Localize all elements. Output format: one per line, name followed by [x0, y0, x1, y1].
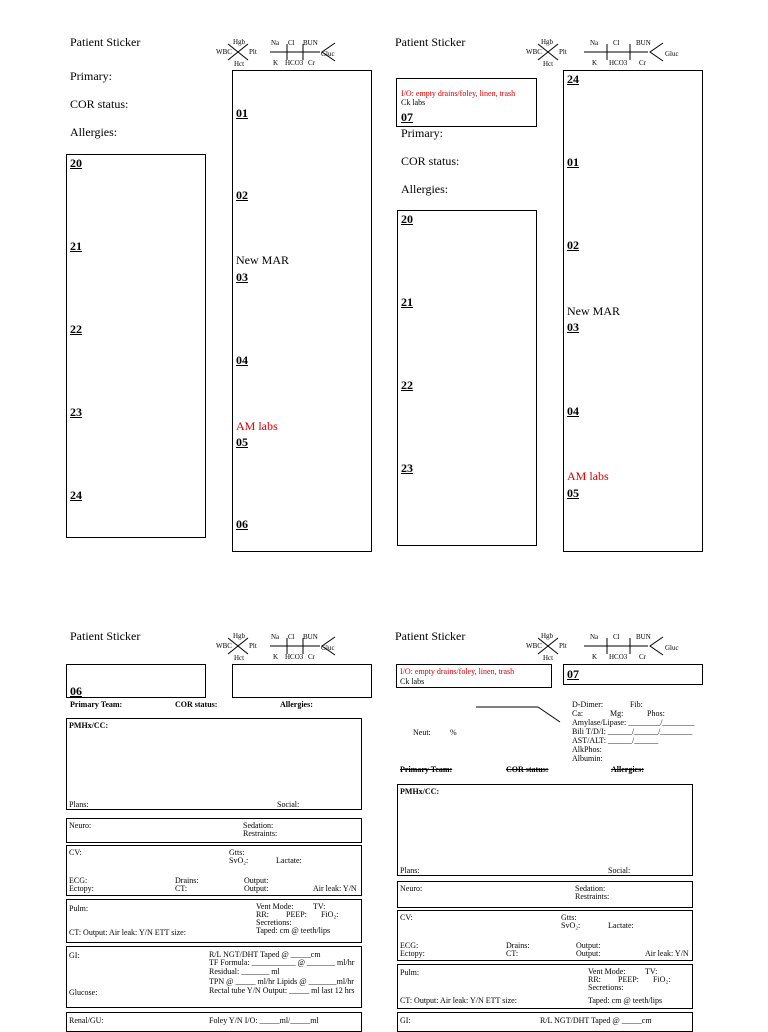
peep-label: PEEP:	[618, 975, 639, 984]
fio2-label: FiO₂:	[321, 910, 339, 919]
ectopy-label: Ectopy:	[69, 884, 94, 893]
lab-wbc: WBC	[526, 48, 542, 56]
lab-hct: Hct	[543, 654, 554, 662]
rr-label: RR:	[588, 975, 601, 984]
hour-24: 24	[70, 488, 82, 502]
restraints-label: Restraints:	[575, 892, 610, 901]
gtts-label: Gtts:	[561, 913, 577, 922]
new-mar-label: New MAR	[567, 304, 620, 318]
lab-k: K	[273, 59, 279, 67]
lab-hct: Hct	[234, 60, 245, 68]
lab-hct: Hct	[543, 60, 554, 68]
hour-06: 06	[236, 517, 248, 531]
hour-23: 23	[401, 461, 413, 475]
neut-label: Neut:	[413, 728, 431, 737]
am-labs-label: AM labs	[567, 469, 609, 483]
ast-label: AST/ALT: ______/______	[572, 736, 659, 745]
drains-label: Drains:	[506, 941, 530, 950]
ck-labs-text: Ck labs	[401, 98, 426, 107]
lab-cr: Cr	[639, 653, 646, 661]
hour-22: 22	[70, 322, 82, 336]
lab-gluc: Gluc	[665, 644, 679, 652]
ectopy-label: Ectopy:	[400, 949, 425, 958]
mg-label: Mg:	[610, 709, 624, 718]
vent-mode-label: Vent Mode:	[256, 902, 294, 911]
air-leak-label: Air leak: Y/N	[313, 884, 357, 893]
hour-box	[66, 664, 206, 698]
lab-hgb: Hgb	[233, 38, 246, 46]
hour-22: 22	[401, 378, 413, 392]
lab-gluc: Gluc	[665, 50, 679, 58]
tv-label: TV:	[313, 902, 326, 911]
hour-box	[563, 664, 703, 685]
secretions-label: Secretions:	[588, 983, 624, 992]
lab-na: Na	[271, 633, 280, 641]
allergies-label: Allergies:	[70, 125, 118, 139]
albumin-label: Albumin:	[572, 754, 603, 763]
bili-label: Bili T/D/I: ______/______/________	[572, 727, 693, 736]
allergies-label: Allergies:	[611, 765, 644, 774]
social-label: Social:	[608, 866, 631, 875]
gi-label: GI:	[69, 951, 80, 960]
lab-cl: Cl	[613, 633, 620, 641]
cor-status-label: COR status:	[506, 765, 549, 774]
lab-gluc: Gluc	[321, 50, 335, 58]
lab-plt: Plt	[249, 642, 257, 650]
lab-bun: BUN	[636, 39, 651, 47]
hours-box-left	[66, 154, 206, 538]
fio2-label: FiO₂:	[653, 975, 671, 984]
vent-mode-label: Vent Mode:	[588, 967, 626, 976]
lab-bun: BUN	[303, 39, 318, 47]
patient-sticker-label: Patient Sticker	[395, 629, 466, 643]
renal-label: Renal/GU:	[69, 1016, 104, 1025]
lab-k: K	[592, 59, 598, 67]
lab-cr: Cr	[639, 59, 646, 67]
lab-cl: Cl	[613, 39, 620, 47]
drains-label: Drains:	[175, 876, 199, 885]
ct-label: CT:	[175, 884, 188, 893]
lab-hgb: Hgb	[541, 632, 554, 640]
lab-bun: BUN	[636, 633, 651, 641]
patient-sticker-label: Patient Sticker	[70, 629, 141, 643]
hours-box-right	[232, 70, 372, 552]
am-labs-label: AM labs	[236, 419, 278, 433]
peep-label: PEEP:	[286, 910, 307, 919]
sedation-label: Sedation:	[243, 821, 274, 830]
hour-21: 21	[70, 239, 82, 253]
pulm-label: Pulm:	[400, 968, 420, 977]
lab-na: Na	[271, 39, 280, 47]
lab-cl: Cl	[288, 633, 295, 641]
hour-07: 07	[401, 110, 413, 124]
hour-01: 01	[567, 155, 579, 169]
plans-label: Plans:	[400, 866, 420, 875]
pmhx-box	[397, 784, 693, 876]
output-label: Output:	[244, 876, 269, 885]
lab-wbc: WBC	[216, 48, 232, 56]
pmhx-box	[66, 718, 362, 810]
pulm-label: Pulm:	[69, 904, 89, 913]
svo2-label: SvO₂:	[561, 921, 581, 930]
lab-na: Na	[590, 633, 599, 641]
output-label: Output:	[244, 884, 269, 893]
primary-label: Primary:	[70, 69, 112, 83]
lab-k: K	[592, 653, 598, 661]
cor-status-label: COR status:	[175, 700, 218, 709]
cv-label: CV:	[400, 913, 413, 922]
hour-05: 05	[567, 486, 579, 500]
neuro-label: Neuro:	[69, 821, 92, 830]
lab-hco3: HCO3	[285, 653, 304, 661]
hour-06: 06	[70, 684, 82, 698]
social-label: Social:	[277, 800, 300, 809]
patient-sticker-label: Patient Sticker	[395, 35, 466, 49]
gi-line: TF Formula: ___________ @ _______ ml/hr	[209, 958, 355, 967]
io-task-text: I/O: empty drains/foley, linen, trash	[400, 667, 515, 676]
lab-hgb: Hgb	[541, 38, 554, 46]
output-label: Output:	[576, 949, 601, 958]
hour-21: 21	[401, 295, 413, 309]
cor-status-label: COR status:	[70, 97, 129, 111]
restraints-label: Restraints:	[243, 829, 278, 838]
hour-20: 20	[401, 212, 413, 226]
lab-wbc: WBC	[526, 642, 542, 650]
lab-na: Na	[590, 39, 599, 47]
lab-hco3: HCO3	[285, 59, 304, 67]
diff-diagram	[470, 700, 570, 730]
lab-hco3: HCO3	[609, 59, 628, 67]
rr-label: RR:	[256, 910, 269, 919]
gi-label: GI:	[400, 1016, 411, 1025]
lab-plt: Plt	[559, 48, 567, 56]
lab-hct: Hct	[234, 654, 245, 662]
ecg-label: ECG:	[69, 876, 88, 885]
sedation-label: Sedation:	[575, 884, 606, 893]
hour-03: 03	[567, 320, 579, 334]
primary-label: Primary:	[401, 126, 443, 140]
lab-cr: Cr	[308, 59, 315, 67]
alkphos-label: AlkPhos:	[572, 745, 602, 754]
lab-bun: BUN	[303, 633, 318, 641]
io-task-text: I/O: empty drains/foley, linen, trash	[401, 89, 516, 98]
hour-24: 24	[567, 72, 579, 86]
ddimer-label: D-Dimer:	[572, 700, 604, 709]
lab-hgb: Hgb	[233, 632, 246, 640]
pmhx-label: PMHx/CC:	[400, 787, 440, 796]
pmhx-label: PMHx/CC:	[69, 721, 109, 730]
hour-02: 02	[236, 188, 248, 202]
hour-03: 03	[236, 270, 248, 284]
gi-line: R/L NGT/DHT Taped @ _____cm	[540, 1016, 652, 1025]
neuro-section	[66, 818, 362, 843]
ct-output-row: CT: Output: Air leak: Y/N ETT size:	[400, 996, 517, 1005]
ck-labs-text: Ck labs	[400, 677, 425, 686]
primary-team-label: Primary Team:	[70, 700, 123, 709]
lab-wbc: WBC	[216, 642, 232, 650]
allergies-label: Allergies:	[280, 700, 313, 709]
neuro-label: Neuro:	[400, 884, 423, 893]
hour-04: 04	[567, 404, 579, 418]
ca-label: Ca:	[572, 709, 584, 718]
foley-label: Foley Y/N I/O: _____ml/_____ml	[209, 1016, 319, 1025]
cv-label: CV:	[69, 848, 82, 857]
taped-label: Taped: cm @ teeth/lips	[588, 996, 663, 1005]
output-label: Output:	[576, 941, 601, 950]
ecg-label: ECG:	[400, 941, 419, 950]
neuro-section	[397, 881, 693, 908]
plans-label: Plans:	[69, 800, 89, 809]
amylase-label: Amylase/Lipase: ________/________	[572, 718, 695, 727]
phos-label: Phos:	[647, 709, 665, 718]
primary-team-label: Primary Team:	[400, 765, 453, 774]
gi-line: Residual: _______ ml	[209, 967, 280, 976]
air-leak-label: Air leak: Y/N	[645, 949, 689, 958]
hour-07: 07	[567, 667, 579, 681]
secretions-label: Secretions:	[256, 918, 292, 927]
hour-01: 01	[236, 106, 248, 120]
gtts-label: Gtts:	[229, 848, 245, 857]
notes-box	[232, 664, 372, 698]
tv-label: TV:	[645, 967, 658, 976]
lactate-label: Lactate:	[276, 856, 302, 865]
glucose-label: Glucose:	[69, 988, 98, 997]
lab-cl: Cl	[288, 39, 295, 47]
lab-k: K	[273, 653, 279, 661]
hour-23: 23	[70, 405, 82, 419]
ct-output-row: CT: Output: Air leak: Y/N ETT size:	[69, 928, 186, 937]
gi-line: Rectal tube Y/N Output: _____ ml last 12 hrs	[209, 986, 355, 995]
taped-label: Taped: cm @ teeth/lips	[256, 926, 331, 935]
lab-plt: Plt	[249, 48, 257, 56]
lab-hco3: HCO3	[609, 653, 628, 661]
new-mar-label: New MAR	[236, 253, 289, 267]
patient-sticker-label: Patient Sticker	[70, 35, 141, 49]
lab-plt: Plt	[559, 642, 567, 650]
allergies-label: Allergies:	[401, 182, 449, 196]
lab-gluc: Gluc	[321, 644, 335, 652]
hours-box-left	[397, 210, 537, 546]
fib-label: Fib:	[630, 700, 643, 709]
lab-cr: Cr	[308, 653, 315, 661]
gi-line: TPN @ _____ ml/hr Lipids @ _______ml/hr	[209, 977, 354, 986]
ct-label: CT:	[506, 949, 519, 958]
hour-04: 04	[236, 353, 248, 367]
hour-20: 20	[70, 156, 82, 170]
neut-pct: %	[450, 728, 457, 737]
lactate-label: Lactate:	[608, 921, 634, 930]
svo2-label: SvO₂:	[229, 856, 249, 865]
hour-02: 02	[567, 238, 579, 252]
cor-status-label: COR status:	[401, 154, 460, 168]
gi-line: R/L NGT/DHT Taped @ _____cm	[209, 950, 321, 959]
hour-05: 05	[236, 435, 248, 449]
